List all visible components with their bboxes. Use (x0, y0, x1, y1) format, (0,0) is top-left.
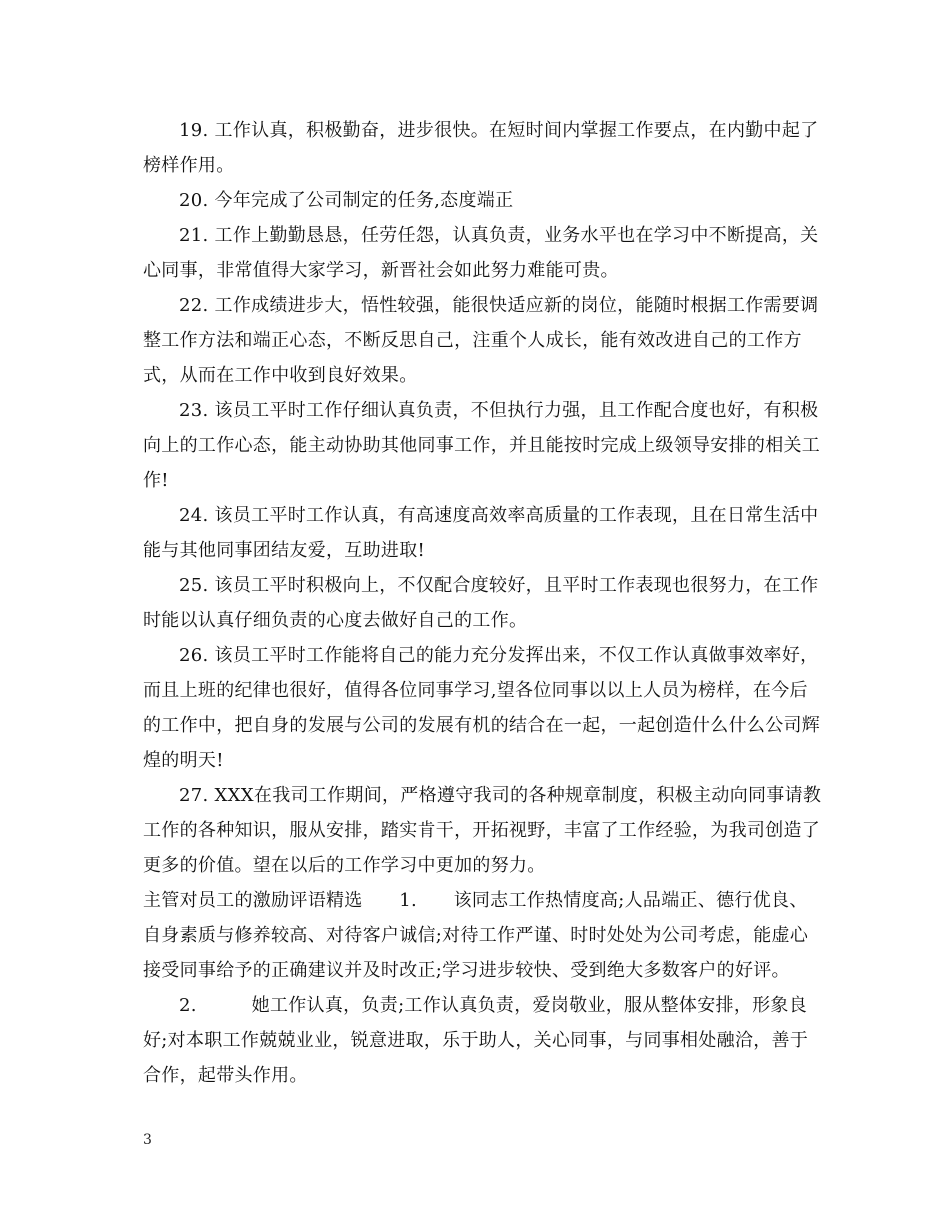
paragraph-item-22: 22. 工作成绩进步大，悟性较强，能很快适应新的岗位，能随时根据工作需要调整工作方法和端正心态，不断反思自己，注重个人成长，能有效改进自己的工作方式，从而在工作中收到良好效果。 (143, 295, 819, 386)
paragraph-item-26: 26. 该员工平时工作能将自己的能力充分发挥出来，不仅工作认真做事效率好，而且上班的纪律也很好，值得各位同事学习,望各位同事以以上人员为榜样，在今后的工作中，把自身的发展与公司的发展有机的结合在一起，一起创造什么什么公司辉煌的明天! (143, 645, 821, 771)
paragraph-item-25: 25. 该员工平时积极向上，不仅配合度较好，且平时工作表现也很努力，在工作时能以认真仔细负责的心度去做好自己的工作。 (143, 575, 819, 631)
section-heading-and-item-1: 主管对员工的激励评语精选 1. 该同志工作热情度高;人品端正、德行优良、自身素质与修养较高、对待客户诚信;对待工作严谨、时时处处为公司考虑，能虚心接受同事给予的正确建议并及时改正;学习进步较快、受到绝大多数客户的好评。 (143, 890, 809, 981)
document-body (143, 113, 823, 1093)
paragraph-item-23: 23. 该员工平时工作仔细认真负责，不但执行力强，且工作配合度也好，有积极向上的工作心态，能主动协助其他同事工作，并且能按时完成上级领导安排的相关工作! (143, 400, 821, 491)
paragraph-item-27: 27. XXX在我司工作期间，严格遵守我司的各种规章制度，积极主动向同事请教工作的各种知识，服从安排，踏实肯干，开拓视野，丰富了工作经验，为我司创造了更多的价值。望在以后的工作学习中更加的努力。 (143, 785, 822, 876)
paragraph-item-24: 24. 该员工平时工作认真，有高速度高效率高质量的工作表现，且在日常生活中能与其他同事团结友爱，互助进取! (143, 505, 819, 561)
paragraph-item-20: 20. 今年完成了公司制定的任务,态度端正 (179, 190, 514, 211)
paragraph-item-21: 21. 工作上勤勤恳恳，任劳任怨，认真负责，业务水平也在学习中不断提高，关心同事，非常值得大家学习，新晋社会如此努力难能可贵。 (143, 225, 819, 281)
page-number: 3 (143, 1132, 152, 1148)
paragraph-item-19: 19. 工作认真，积极勤奋，进步很快。在短时间内掌握工作要点，在内勤中起了榜样作用。 (143, 120, 819, 176)
paragraph-item-2: 2. 她工作认真，负责;工作认真负责，爱岗敬业，服从整体安排，形象良好;对本职工作兢兢业业，锐意进取，乐于助人，关心同事，与同事相处融洽，善于 合作，起带头作用。 (143, 995, 809, 1086)
